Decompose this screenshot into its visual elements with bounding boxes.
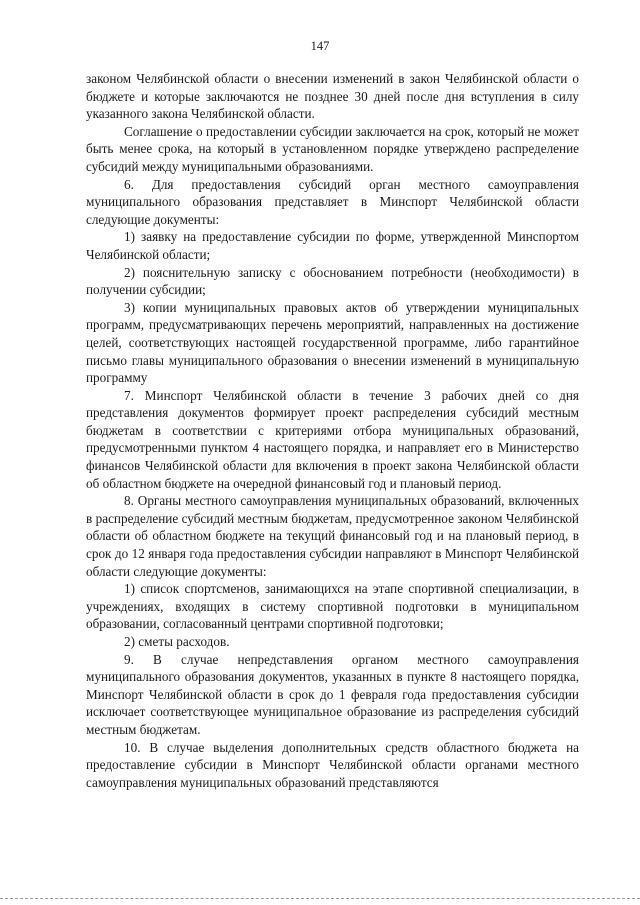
paragraph-continuation: законом Челябинской области о внесении изменений в закон Челябинской области о бюджете и которые заключаются не позднее 30 дней после дня вступления в силу указанного закона Челябинской области. bbox=[86, 71, 579, 122]
paragraph-item-6-1: 1) заявку на предоставление субсидии по форме, утвержденной Минспортом Челябинской области; bbox=[86, 229, 579, 262]
paragraph-item-9: 9. В случае непредставления органом местного самоуправления муниципального образования документов, указанных в пункте 8 настоящего порядка, Минспорт Челябинской области в срок до 1 февраля года предоставления субсидии исключает соответствующее муниципальное образование из распределения субсидий местным бюджетам. bbox=[86, 651, 579, 737]
paragraph-item-10: 10. В случае выделения дополнительных средств областного бюджета на предоставление субсидии в Минспорт Челябинской области органами местного самоуправления муниципальных образований представляются bbox=[86, 739, 579, 790]
document-body bbox=[86, 70, 579, 791]
paragraph-item-7: 7. Минспорт Челябинской области в течение 3 рабочих дней со дня представления документов формирует проект распределения субсидий местным бюджетам в соответствии с критериями отбора муниципальных образований, предусмотренными пунктом 4 настоящего порядка, и направляет его в Министерство финансов Челябинской области для включения в проект закона Челябинской области об областном бюджете на очередной финансовый год и плановый период. bbox=[86, 387, 579, 491]
paragraph-item-6: 6. Для предоставления субсидий орган местного самоуправления муниципального образования представляет в Минспорт Челябинской области следующие документы: bbox=[86, 176, 579, 227]
paragraph-agreement-term: Соглашение о предоставлении субсидии заключается на срок, который не может быть менее срока, на который в установленном порядке утверждено распределение субсидий между муниципальными образованиями. bbox=[86, 123, 579, 174]
page-number: 147 bbox=[310, 39, 330, 53]
page-bottom-edge bbox=[0, 898, 640, 899]
paragraph-item-8-2: 2) сметы расходов. bbox=[124, 634, 230, 649]
paragraph-item-6-2: 2) пояснительную записку с обоснованием потребности (необходимости) в получении субсидии; bbox=[86, 264, 579, 298]
paragraph-item-8: 8. Органы местного самоуправления муниципальных образований, включенных в распределение субсидий местным бюджетам, предусмотренное законом Челябинской области об областном бюджете на текущий финансовый год и на плановый период, в срок до 12 января года предоставления субсидии направляют в Минспорт Челябинской области следующие документы: bbox=[86, 493, 579, 579]
paragraph-item-8-1: 1) список спортсменов, занимающихся на этапе спортивной специализации, в учреждениях, входящих в систему спортивной подготовки в муниципальном образовании, согласованный центрами спортивной подготовки; bbox=[86, 581, 579, 632]
paragraph-item-6-3: 3) копии муниципальных правовых актов об утверждении муниципальных программ, предусматривающих перечень мероприятий, направленных на достижение целей, соответствующих настоящей государственной программе, либо гарантийное письмо главы муниципального образования о внесении изменений в муниципальную программу bbox=[86, 299, 579, 386]
